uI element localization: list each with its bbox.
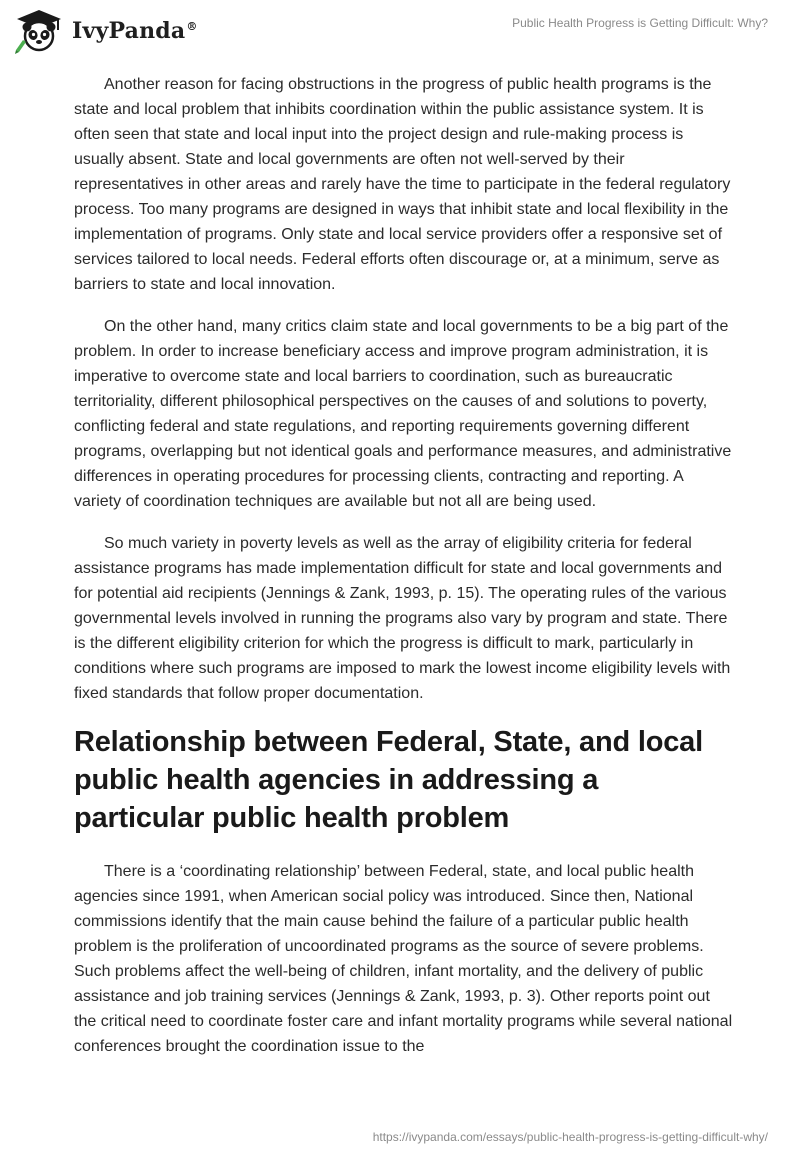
site-logo[interactable] xyxy=(14,8,198,54)
paragraph: On the other hand, many critics claim state and local governments to be a big part of the problem. In order to increase beneficiary access and improve program administration, it is imperative to overcome state and local barriers to coordination, such as bureaucratic territoriality, different philosophical perspectives on the causes of and solutions to poverty, conflicting federal and state regulations, and reporting requirements governing different programs, overlapping but not identical goals and performance measures, and administrative differences in operating procedures for processing clients, contracting and reporting. A variety of coordination techniques are available but not all are being used. xyxy=(74,318,732,510)
paragraph: So much variety in poverty levels as well as the array of eligibility criteria for federal assistance programs has made implementation difficult for state and local governments and for potential aid recipients (Jennings & Zank, 1993, p. 15). The operating rules of the various governmental levels involved in running the programs also vary by program and state. There is the different eligibility criterion for which the progress is difficult to mark, particularly in conditions where such programs are imposed to mark the lowest income eligibility levels with fixed standards that follow proper documentation. xyxy=(74,535,731,702)
paragraph: There is a ‘coordinating relationship’ between Federal, state, and local public health agencies since 1991, when American social policy was introduced. Since then, National commissions identify that the main cause behind the failure of a particular public health problem is the proliferation of uncoordinated programs as the source of severe problems. Such problems affect the well-being of children, infant mortality, and the delivery of public assistance and job training services (Jennings & Zank, 1993, p. 3). Other reports point out the critical need to coordinate foster care and infant mortality programs while several national conferences brought the coordination issue to the xyxy=(74,863,733,1055)
paragraph: Another reason for facing obstructions in the progress of public health programs is the state and local problem that inhibits coordination within the public assistance system. It is often seen that state and local input into the project design and rule-making process is usually absent. State and local governments are often not well-served by their representatives in other areas and rarely have the time to participate in the federal regulatory process. Too many programs are designed in ways that inhibit state and local flexibility in the implementation of programs. Only state and local service providers offer a responsive set of services tailored to local needs. Federal efforts often discourage or, at a minimum, serve as barriers to state and local innovation. xyxy=(74,76,731,293)
section-heading: Relationship between Federal, State, and local public health agencies in addressing a particular public health problem xyxy=(74,726,703,834)
registered-mark: ® xyxy=(186,19,198,33)
brand-name: IvyPanda® xyxy=(72,18,198,44)
panda-graduate-icon xyxy=(14,8,64,54)
page-header xyxy=(0,0,800,62)
article-body xyxy=(74,72,734,1076)
document-title: Public Health Progress is Getting Difficult: Why? xyxy=(512,16,768,30)
source-url[interactable]: https://ivypanda.com/essays/public-health-progress-is-getting-difficult-why/ xyxy=(372,1130,768,1144)
